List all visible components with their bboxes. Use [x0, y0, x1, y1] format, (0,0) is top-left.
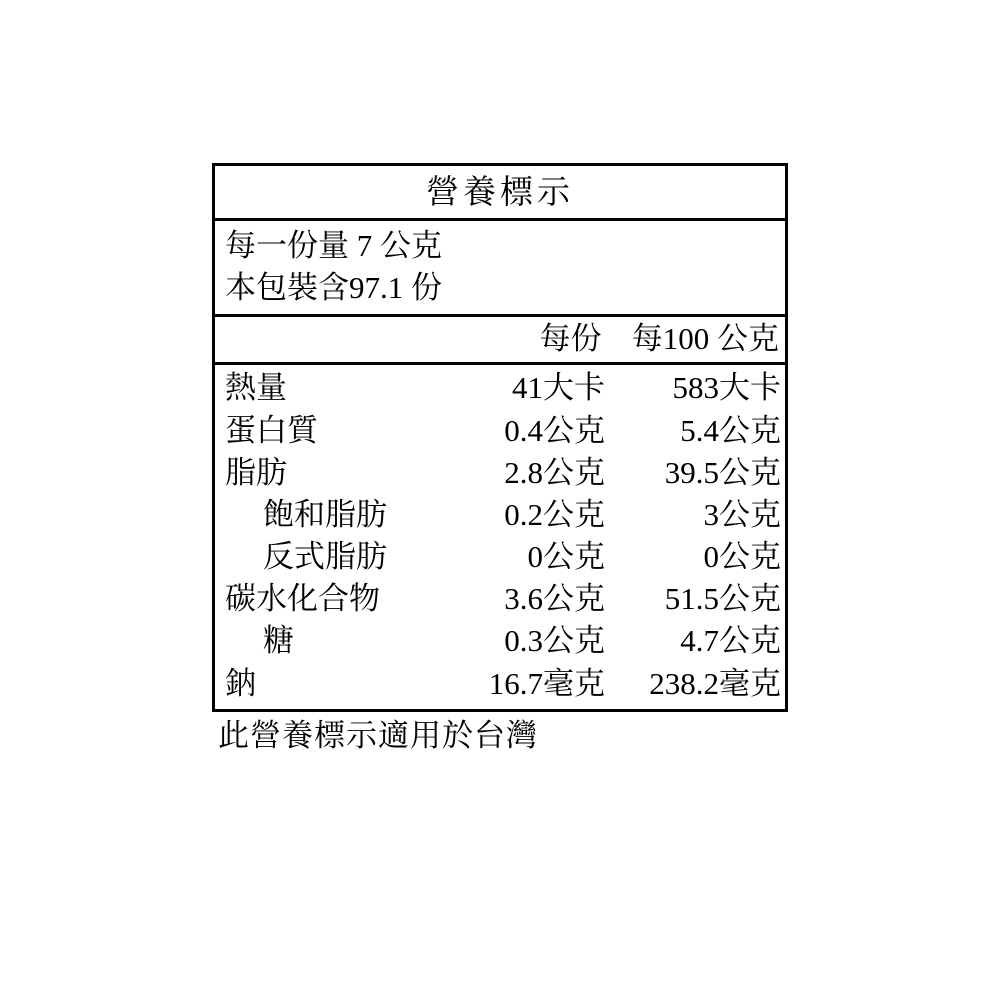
nutrient-per-100g-value: 39.5公克	[664, 454, 781, 490]
nutrient-name: 飽和脂肪	[263, 496, 387, 532]
nutrient-per-serving-value: 0.2公克	[504, 496, 605, 532]
serving-info-block	[215, 221, 785, 316]
column-header-per-serving: 每份	[539, 320, 602, 356]
table-row	[215, 452, 785, 494]
nutrient-name: 反式脂肪	[263, 539, 387, 575]
table-header-row	[215, 317, 785, 366]
nutrient-per-100g-value: 0公克	[703, 539, 781, 575]
table-row	[215, 536, 785, 578]
nutrition-table	[212, 163, 788, 712]
nutrient-per-serving-value: 41大卡	[512, 370, 605, 406]
table-row	[215, 367, 785, 409]
nutrient-name: 熱量	[225, 370, 287, 406]
nutrient-per-serving-value: 0公克	[527, 539, 605, 575]
nutrient-name: 鈉	[225, 665, 256, 701]
nutrient-name: 脂肪	[225, 454, 287, 490]
nutrient-per-serving-value: 16.7毫克	[488, 665, 605, 701]
nutrient-name: 碳水化合物	[225, 581, 380, 617]
table-row	[215, 663, 785, 705]
label-footnote: 此營養標示適用於台灣	[218, 717, 538, 753]
nutrient-per-100g-value: 51.5公克	[664, 581, 781, 617]
nutrient-per-serving-value: 2.8公克	[504, 454, 605, 490]
nutrient-per-100g-value: 238.2毫克	[649, 665, 781, 701]
column-header-per-100g: 每100 公克	[631, 320, 779, 356]
nutrition-label-title: 營養標示	[215, 166, 785, 221]
nutrient-rows	[215, 365, 785, 708]
table-row	[215, 410, 785, 452]
servings-per-container: 本包裝含97.1 份	[225, 269, 442, 305]
table-row	[215, 620, 785, 662]
nutrient-per-serving-value: 0.3公克	[504, 623, 605, 659]
nutrient-per-100g-value: 5.4公克	[680, 412, 781, 448]
nutrient-per-serving-value: 3.6公克	[504, 581, 605, 617]
nutrient-name: 蛋白質	[225, 412, 318, 448]
nutrient-per-100g-value: 3公克	[703, 496, 781, 532]
column-header-nutrient	[215, 320, 440, 359]
nutrient-name: 糖	[263, 623, 294, 659]
nutrient-per-100g-value: 583大卡	[672, 370, 781, 406]
table-row	[215, 578, 785, 620]
nutrition-label	[212, 163, 788, 754]
table-row	[215, 494, 785, 536]
serving-size: 每一份量 7 公克	[225, 228, 442, 264]
nutrient-per-100g-value: 4.7公克	[680, 623, 781, 659]
nutrient-per-serving-value: 0.4公克	[504, 412, 605, 448]
